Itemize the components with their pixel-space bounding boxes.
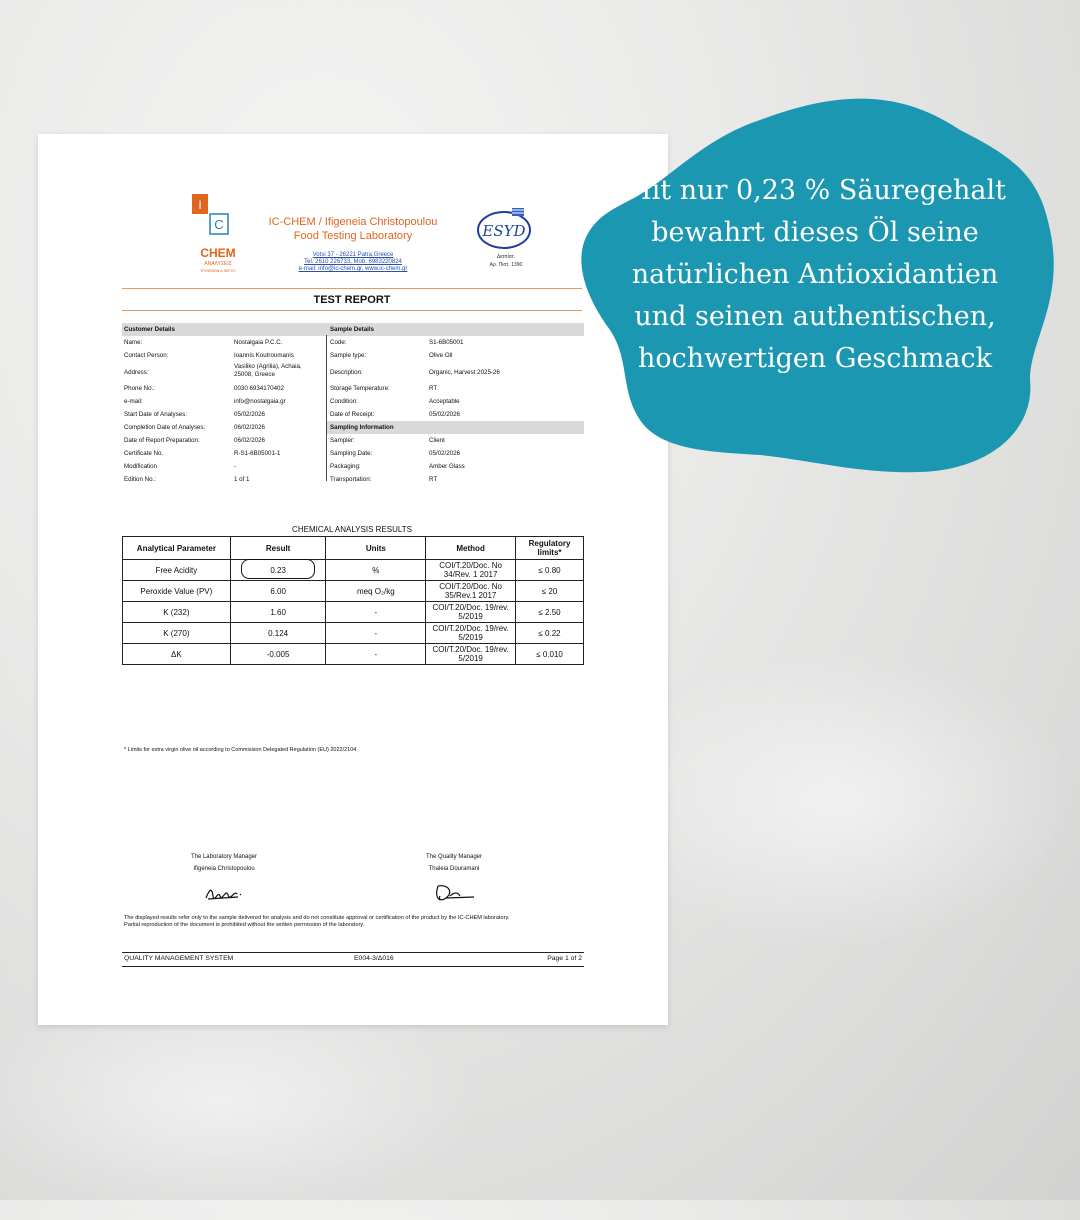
customer-value: 0030 6934170402 <box>234 385 284 392</box>
callout-line: hochwertigen Geschmack <box>638 343 992 374</box>
highlight-circle <box>241 559 315 579</box>
table-cell: ΔK <box>123 644 231 665</box>
table-cell: COI/T.20/Doc. No 34/Rev. 1 2017 <box>426 560 516 581</box>
logo-letter-c: C <box>214 217 224 232</box>
customer-value: 06/02/2026 <box>234 437 265 444</box>
table-cell: ≤ 0.80 <box>516 560 584 581</box>
table-cell: 0.124 <box>230 623 326 644</box>
column-header: Result <box>230 537 326 560</box>
footer-divider <box>122 952 584 953</box>
table-cell: 6.00 <box>230 581 326 602</box>
customer-label: Name: <box>124 339 143 346</box>
detail-row <box>122 408 584 421</box>
sample-label: Condition: <box>330 398 358 405</box>
table-cell: - <box>326 602 426 623</box>
table-row <box>123 623 584 644</box>
table-cell: % <box>326 560 426 581</box>
customer-details-header: Customer Details <box>124 326 175 333</box>
sample-value: Olive Oil <box>429 352 453 359</box>
detail-row <box>122 349 584 362</box>
customer-value-line2: 25008, Greece <box>234 371 275 378</box>
table-cell: K (232) <box>123 602 231 623</box>
sample-value: S1-6B05001 <box>429 339 464 346</box>
logo-sub-1: ΑΝΑΛΥΣΕΙΣ <box>204 261 232 267</box>
callout-text <box>600 170 1030 380</box>
detail-row <box>122 362 584 382</box>
callout-line: Mit nur 0,23 % Säuregehalt <box>623 175 1007 206</box>
table-row <box>123 560 584 581</box>
customer-label: Phone No.: <box>124 385 155 392</box>
chem-results-title: CHEMICAL ANALYSIS RESULTS <box>292 525 412 534</box>
table-header-row <box>123 537 584 560</box>
customer-label: Certificate No. <box>124 450 164 457</box>
report-title: TEST REPORT <box>313 294 391 306</box>
detail-row <box>122 473 584 486</box>
signature-name: Ifigeneia Christopoulou <box>193 866 255 872</box>
esyd-text: ESYD <box>482 222 526 240</box>
table-cell: Free Acidity <box>123 560 231 581</box>
title-divider <box>122 310 582 311</box>
table-cell: 0.23 <box>230 560 326 581</box>
customer-value: 06/02/2026 <box>234 424 265 431</box>
sample-value: RT <box>429 385 438 392</box>
table-cell: Peroxide Value (PV) <box>123 581 231 602</box>
lab-manager-signature-block <box>154 854 294 878</box>
table-cell: COI/T.20/Doc. No 35/Rev.1 2017 <box>426 581 516 602</box>
signature-name: Thaleia Douramani <box>428 866 480 872</box>
logo-name: CHEM <box>200 246 236 260</box>
customer-label: Contact Person: <box>124 352 169 359</box>
esyd-accreditation <box>470 202 542 274</box>
lab-type: Food Testing Laboratory <box>293 230 413 242</box>
disclaimer <box>124 915 584 929</box>
customer-label: Modification <box>124 463 158 470</box>
sampling-value: RT <box>429 476 438 483</box>
customer-label: Edition No.: <box>124 476 156 483</box>
customer-label: Date of Report Preparation: <box>124 437 200 444</box>
sample-label: Description: <box>330 369 363 376</box>
sampling-value: Amber Glass <box>429 463 465 470</box>
sample-label: Sample type: <box>330 352 367 359</box>
customer-label: e-mail: <box>124 398 143 405</box>
table-row <box>123 644 584 665</box>
lab-name: IC-CHEM / Ifigeneia Christopoulou <box>268 216 438 228</box>
lab-info <box>228 216 478 272</box>
lab-email[interactable]: e-mail: info@ic-chem.gr, www.ic-chem.gr <box>298 266 408 272</box>
table-cell: ≤ 2.50 <box>516 602 584 623</box>
accreditation-number: Αρ. Πιστ. 1390 <box>489 262 523 268</box>
detail-row <box>122 421 584 434</box>
table-cell: COI/T.20/Doc. 19/rev. 5/2019 <box>426 623 516 644</box>
sampling-value: Client <box>429 437 445 444</box>
signature-scribble-icon <box>432 882 476 904</box>
sample-value: 05/02/2026 <box>429 411 460 418</box>
accreditation-label: Διαπίστ. <box>496 254 516 260</box>
signature-scribble-icon <box>204 884 244 902</box>
detail-row <box>122 395 584 408</box>
table-cell: meq O₂/kg <box>326 581 426 602</box>
table-cell: K (270) <box>123 623 231 644</box>
column-header: Units <box>326 537 426 560</box>
chem-results-table <box>122 536 584 665</box>
table-cell: COI/T.20/Doc. 19/rev. 5/2019 <box>426 602 516 623</box>
signature-role: The Laboratory Manager <box>190 854 258 860</box>
sample-label: Date of Receipt: <box>330 411 375 418</box>
footer-divider <box>122 966 584 967</box>
logo-sub-2: ΤΡΟΦΙΜΩΝ & ΝΕΡΟΥ <box>200 269 236 273</box>
table-cell: COI/T.20/Doc. 19/rev. 5/2019 <box>426 644 516 665</box>
detail-row <box>122 447 584 460</box>
sampling-value: 05/02/2026 <box>429 450 460 457</box>
table-cell: -0.005 <box>230 644 326 665</box>
logo-letter-i: I <box>198 198 202 212</box>
customer-label: Address: <box>124 369 149 376</box>
footer-page: Page 1 of 2 <box>547 955 582 962</box>
signature-role: The Quality Manager <box>425 854 483 860</box>
column-header: Analytical Parameter <box>123 537 231 560</box>
sample-value: Acceptable <box>429 398 460 405</box>
customer-value: Ioannis Koutroumanis <box>234 352 294 359</box>
table-row <box>123 581 584 602</box>
customer-value: info@nostalgaia.gr <box>234 398 286 405</box>
table-cell: - <box>326 644 426 665</box>
table-cell: 1.60 <box>230 602 326 623</box>
sampling-label: Sampler: <box>330 437 355 444</box>
sampling-label: Transportation: <box>330 476 372 483</box>
customer-value: 05/02/2026 <box>234 411 265 418</box>
sampling-label: Packaging: <box>330 463 361 470</box>
detail-row <box>122 382 584 395</box>
disclaimer-line-2: Partial reproduction of the document is prohibited without the written permission of the laboratory. <box>124 922 365 928</box>
footer-qms: QUALITY MANAGEMENT SYSTEM <box>124 955 234 962</box>
disclaimer-line-1: The displayed results refer only to the sample delivered for analysis and do not constitute approval or certification of the product by the IC-CHEM laboratory. <box>124 915 510 921</box>
lab-phone[interactable]: Tel. 2610 226733, Mob. 6983220824 <box>304 259 402 265</box>
callout-line: und seinen authentischen, <box>634 301 996 332</box>
table-cell: - <box>326 623 426 644</box>
esyd-seal-icon <box>476 208 532 250</box>
detail-row <box>122 336 584 349</box>
sampling-label: Sampling Date: <box>330 450 373 457</box>
detail-row <box>122 460 584 473</box>
details-header-row <box>122 323 584 336</box>
customer-value: R-S1-6B05001-1 <box>234 450 281 457</box>
table-row <box>123 602 584 623</box>
callout-line: natürlichen Antioxidantien <box>631 259 999 290</box>
sample-label: Code: <box>330 339 347 346</box>
table-cell: ≤ 0.22 <box>516 623 584 644</box>
callout-line: bewahrt dieses Öl seine <box>651 217 979 248</box>
customer-value: Nostalgaia P.C.C. <box>234 339 283 346</box>
sampling-info-header: Sampling Information <box>327 421 584 434</box>
table-cell: ≤ 20 <box>516 581 584 602</box>
customer-value: - <box>234 463 237 470</box>
sample-label: Storage Temperature: <box>330 385 390 392</box>
lab-address[interactable]: Votsi 37 - 26221 Patra,Greece <box>312 252 394 258</box>
column-header: Regulatory limits* <box>516 537 584 560</box>
quality-manager-signature-block <box>384 854 524 878</box>
background-texture <box>600 650 1080 950</box>
header-divider <box>122 288 582 289</box>
customer-label: Start Date of Analyses: <box>124 411 187 418</box>
limits-footnote: * Limits for extra virgin olive oil according to Commission Delegated Regulation (EU) 2022/2104 <box>124 747 357 753</box>
customer-value: 1 of 1 <box>234 476 250 483</box>
table-cell: ≤ 0.010 <box>516 644 584 665</box>
sample-value: Organic, Harvest 2025-26 <box>429 369 500 376</box>
sample-details-header: Sample Details <box>330 326 375 333</box>
customer-label: Completion Date of Analyses: <box>124 424 206 431</box>
column-header: Method <box>426 537 516 560</box>
customer-value: Vasiliko (Agrilia), Achaia, <box>234 363 302 370</box>
footer-code: E004-3/Δ016 <box>354 955 394 962</box>
detail-row <box>122 434 584 447</box>
